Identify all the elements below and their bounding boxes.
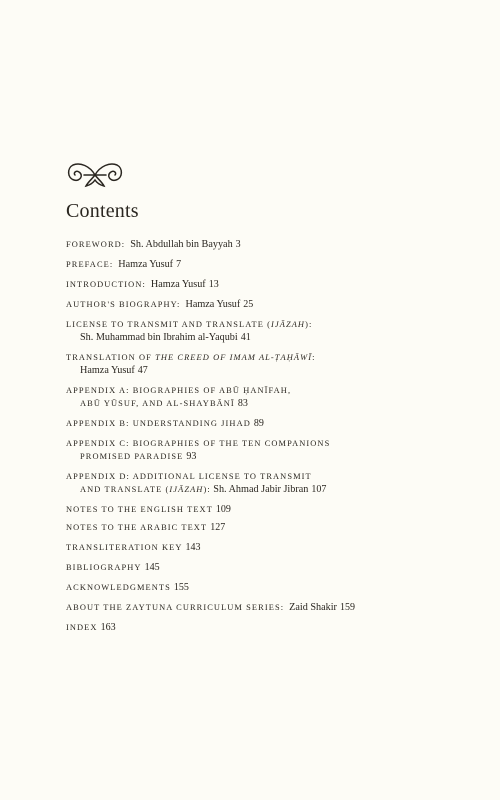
page-number: 25 <box>243 299 254 310</box>
toc-entry-appendix-b[interactable]: APPENDIX B: UNDERSTANDING JIHAD 89 <box>66 418 264 429</box>
page-number: 145 <box>144 562 160 573</box>
toc-entry-zaytuna-series[interactable]: ABOUT THE ZAYTUNA CURRICULUM SERIES: Zaid Shakir 159 <box>66 602 355 613</box>
page-number: 93 <box>186 451 197 462</box>
toc-entry-transliteration-key[interactable]: TRANSLITERATION KEY 143 <box>66 542 201 553</box>
page-number: 41 <box>240 332 251 343</box>
toc-entry-authors-biography[interactable]: AUTHOR'S BIOGRAPHY: Hamza Yusuf 25 <box>66 299 254 310</box>
toc-entry-appendix-c[interactable]: APPENDIX C: BIOGRAPHIES OF THE TEN COMPANIONS PROMISED PARADISE 93 <box>66 439 331 462</box>
toc-entry-foreword[interactable]: FOREWORD: Sh. Abdullah bin Bayyah 3 <box>66 239 241 250</box>
toc-entry-bibliography[interactable]: BIBLIOGRAPHY 145 <box>66 562 160 573</box>
fleuron-ornament-icon <box>64 158 126 192</box>
toc-entry-notes-english[interactable]: NOTES TO THE ENGLISH TEXT 109 <box>66 504 231 515</box>
toc-entry-introduction[interactable]: INTRODUCTION: Hamza Yusuf 13 <box>66 279 219 290</box>
toc-entry-license-ijazah[interactable]: LICENSE TO TRANSMIT AND TRANSLATE (IJĀZAH): Sh. Muhammad bin Ibrahim al-Yaqubi 41 <box>66 320 313 343</box>
toc-entry-notes-arabic[interactable]: NOTES TO THE ARABIC TEXT 127 <box>66 522 226 533</box>
page-number: 155 <box>173 582 189 593</box>
toc-entry-translation-creed[interactable]: TRANSLATION OF THE CREED OF IMAM AL-ṬAḤĀWĪ: Hamza Yusuf 47 <box>66 353 316 376</box>
page-number: 89 <box>253 418 264 429</box>
page-number: 13 <box>208 279 219 290</box>
table-of-contents <box>66 238 486 634</box>
page-number: 159 <box>339 602 355 613</box>
toc-entry-acknowledgments[interactable]: ACKNOWLEDGMENTS 155 <box>66 582 189 593</box>
page-number: 47 <box>137 365 148 376</box>
page-number: 83 <box>237 398 248 409</box>
page-number: 143 <box>185 542 201 553</box>
page-number: 109 <box>215 504 231 515</box>
toc-entry-appendix-a[interactable]: APPENDIX A: BIOGRAPHIES OF ABŪ ḤANĪFAH, ABŪ YŪSUF, AND AL-SHAYBĀNĪ 83 <box>66 386 292 409</box>
page-number: 127 <box>210 522 226 533</box>
page-number: 107 <box>311 484 327 495</box>
page-number: 3 <box>235 239 241 250</box>
toc-entry-index[interactable]: INDEX 163 <box>66 622 116 633</box>
page-title: Contents <box>66 200 139 222</box>
page-number: 163 <box>100 622 116 633</box>
toc-entry-preface[interactable]: PREFACE: Hamza Yusuf 7 <box>66 259 182 270</box>
page-number: 7 <box>176 259 182 270</box>
toc-entry-appendix-d[interactable]: APPENDIX D: ADDITIONAL LICENSE TO TRANSMIT AND TRANSLATE (IJĀZAH): Sh. Ahmad Jabir Jibran 107 <box>66 472 327 495</box>
